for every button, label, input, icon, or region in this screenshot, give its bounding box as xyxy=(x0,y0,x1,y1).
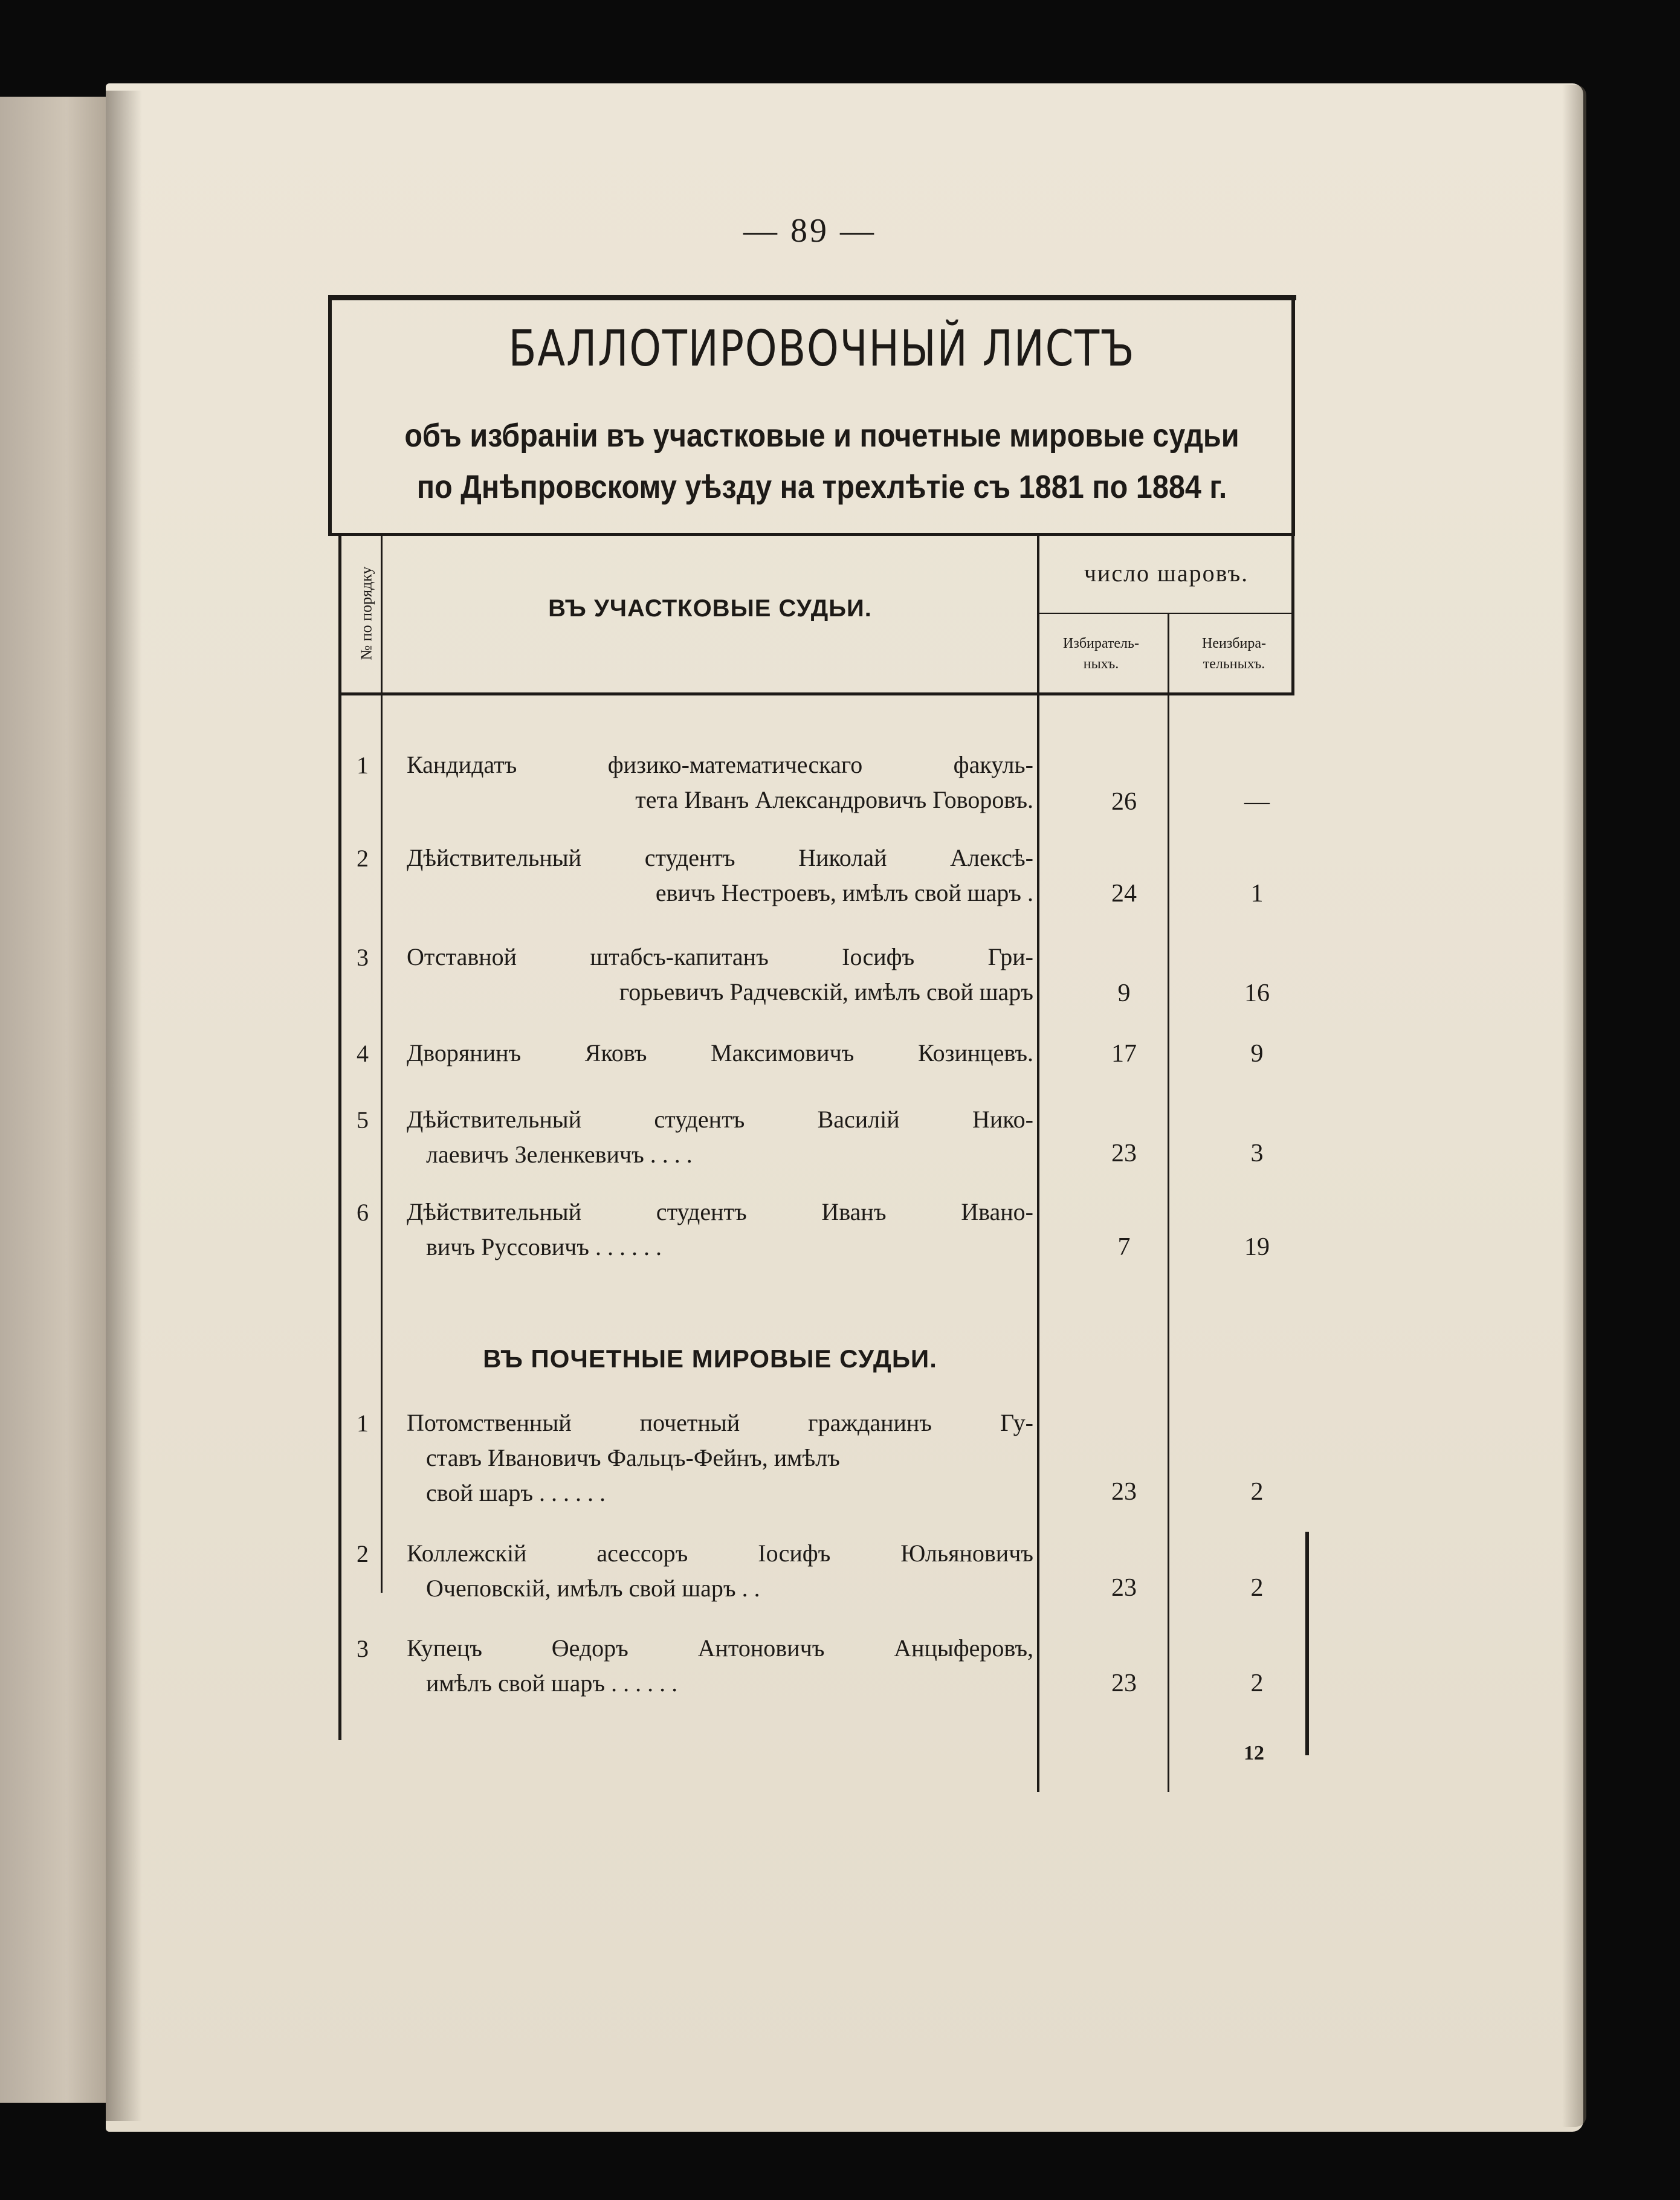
table-left-rule-lower xyxy=(338,1511,341,1740)
candidate-entry-line-1: Кандидатъ физико-математическаго факуль- xyxy=(407,751,1033,778)
candidate-entry-line-2: лаевичъ Зеленкевичъ . . . . xyxy=(426,1141,693,1168)
header-left-rule xyxy=(338,535,341,1517)
document-subtitle-line-1: объ избраніи въ участковые и почетные мировые судьи xyxy=(404,418,1239,454)
nonelective-balls-value: 2 xyxy=(1250,1478,1264,1506)
section-title-district-judges: ВЪ УЧАСТКОВЫЕ СУДЬИ. xyxy=(548,595,872,622)
candidate-entry xyxy=(402,1536,1033,1606)
document-subtitle-line-2: по Днѣпровскому уѣзду на трехлѣтіе съ 1881 по 1884 г. xyxy=(416,469,1227,505)
elective-balls-value: 17 xyxy=(1111,1040,1137,1068)
elective-balls-value: 9 xyxy=(1117,979,1131,1007)
nonelective-header-line-1: Неизбира- xyxy=(1201,636,1266,651)
header-bottom-rule xyxy=(338,692,1294,695)
balls-count-header: число шаровъ. xyxy=(1084,560,1249,587)
page-number: — 89 — xyxy=(743,212,876,250)
nonelective-balls-value: 2 xyxy=(1250,1574,1264,1602)
candidate-entry xyxy=(402,1405,1033,1511)
candidate-entry-line-2: евичъ Нестроевъ, имѣлъ свой шаръ . xyxy=(655,879,1033,906)
row-number: 3 xyxy=(357,944,369,971)
candidate-entry-line-1: Дѣйствительный студентъ Николай Алексѣ- xyxy=(407,844,1033,871)
section-title-honorary-judges: ВЪ ПОЧЕТНЫЕ МИРОВЫЕ СУДЬИ. xyxy=(483,1344,937,1373)
row-number: 1 xyxy=(357,752,369,779)
candidate-entry-line-1: Дѣйствительный студентъ Василій Нико- xyxy=(407,1106,1033,1133)
elective-balls-header xyxy=(1041,633,1161,674)
row-number: 3 xyxy=(357,1635,369,1662)
candidate-entry-line-2: вичъ Руссовичъ . . . . . . xyxy=(426,1233,662,1260)
left-page-edge xyxy=(0,97,121,2103)
row-number: 5 xyxy=(357,1106,369,1134)
candidate-entry-line-1: Потомственный почетный гражданинъ Гу- xyxy=(407,1409,1033,1436)
table-top-rule-thick xyxy=(328,295,1296,300)
row-number: 6 xyxy=(357,1199,369,1226)
nonelective-balls-value: 19 xyxy=(1244,1233,1270,1261)
table-left-rule xyxy=(328,296,332,535)
nonelective-balls-value: 9 xyxy=(1250,1040,1264,1068)
candidate-entry xyxy=(402,1036,1033,1071)
candidate-entry-line-2: имѣлъ свой шаръ . . . . . . xyxy=(426,1669,678,1697)
elective-header-line-1: Избиратель- xyxy=(1063,636,1139,651)
elective-balls-value: 23 xyxy=(1111,1669,1137,1697)
page-gutter-shadow xyxy=(106,91,142,2121)
candidate-entry xyxy=(402,840,1033,911)
candidate-entry-line-2: горьевичъ Радчевскій, имѣлъ свой шаръ xyxy=(619,978,1033,1005)
candidate-entry xyxy=(402,747,1033,818)
elective-balls-value: 23 xyxy=(1111,1140,1137,1167)
candidate-entry xyxy=(402,1195,1033,1265)
candidate-entry-line-2: Очеповскій, имѣлъ свой шаръ . . xyxy=(426,1575,760,1602)
candidate-entry-line-2: ставъ Ивановичъ Фальцъ-Фейнъ, имѣлъ xyxy=(426,1444,840,1471)
row-number: 1 xyxy=(357,1410,369,1437)
candidate-entry-line-1: Отставной штабсъ-капитанъ Іосифъ Гри- xyxy=(407,943,1033,970)
elective-balls-value: 23 xyxy=(1111,1574,1137,1602)
table-right-rule-lower xyxy=(1305,1532,1309,1755)
balls-header-underline xyxy=(1039,613,1293,614)
candidate-entry xyxy=(402,1631,1033,1701)
nonelective-balls-value: 16 xyxy=(1244,979,1270,1007)
nonelective-balls-value: — xyxy=(1244,788,1270,816)
page-edge-shadow xyxy=(1562,85,1586,2127)
nonelective-header-line-2: тельныхъ. xyxy=(1203,656,1265,672)
balls-column-left-rule xyxy=(1037,535,1039,1792)
row-number: 2 xyxy=(357,845,369,872)
candidate-entry-line-3: свой шаръ . . . . . . xyxy=(426,1479,606,1506)
nonelective-balls-header xyxy=(1174,633,1294,674)
candidate-entry-line-2: тета Иванъ Александровичъ Говоровъ. xyxy=(635,786,1033,813)
elective-balls-value: 24 xyxy=(1111,880,1137,908)
elective-header-line-2: ныхъ. xyxy=(1083,656,1119,672)
document-title: БАЛЛОТИРОВОЧНЫЙ ЛИСТЪ xyxy=(508,320,1136,378)
candidate-entry-line-1: Купецъ Өедоръ Антоновичъ Анцыферовъ, xyxy=(407,1634,1033,1662)
nonelective-balls-value: 2 xyxy=(1250,1669,1264,1697)
printer-signature-mark: 12 xyxy=(1244,1742,1264,1764)
title-bottom-rule xyxy=(328,533,1295,536)
candidate-entry xyxy=(402,1102,1033,1172)
row-number: 4 xyxy=(357,1040,369,1067)
elective-balls-value: 7 xyxy=(1117,1233,1131,1261)
number-column-header xyxy=(352,541,382,686)
row-number: 2 xyxy=(357,1540,369,1567)
nonelective-balls-value: 3 xyxy=(1250,1140,1264,1167)
candidate-entry-line-1: Дворянинъ Яковъ Максимовичъ Козинцевъ. xyxy=(407,1039,1033,1066)
elective-balls-value: 23 xyxy=(1111,1478,1137,1506)
candidate-entry-line-1: Коллежскій асессоръ Іосифъ Юльяновичъ xyxy=(407,1540,1033,1567)
nonelective-balls-value: 1 xyxy=(1250,880,1264,908)
candidate-entry xyxy=(402,940,1033,1010)
candidate-entry-line-1: Дѣйствительный студентъ Иванъ Ивано- xyxy=(407,1198,1033,1225)
elective-balls-value: 26 xyxy=(1111,788,1137,816)
table-right-rule xyxy=(1291,296,1295,535)
number-column-header-text: № по порядку xyxy=(358,566,375,660)
